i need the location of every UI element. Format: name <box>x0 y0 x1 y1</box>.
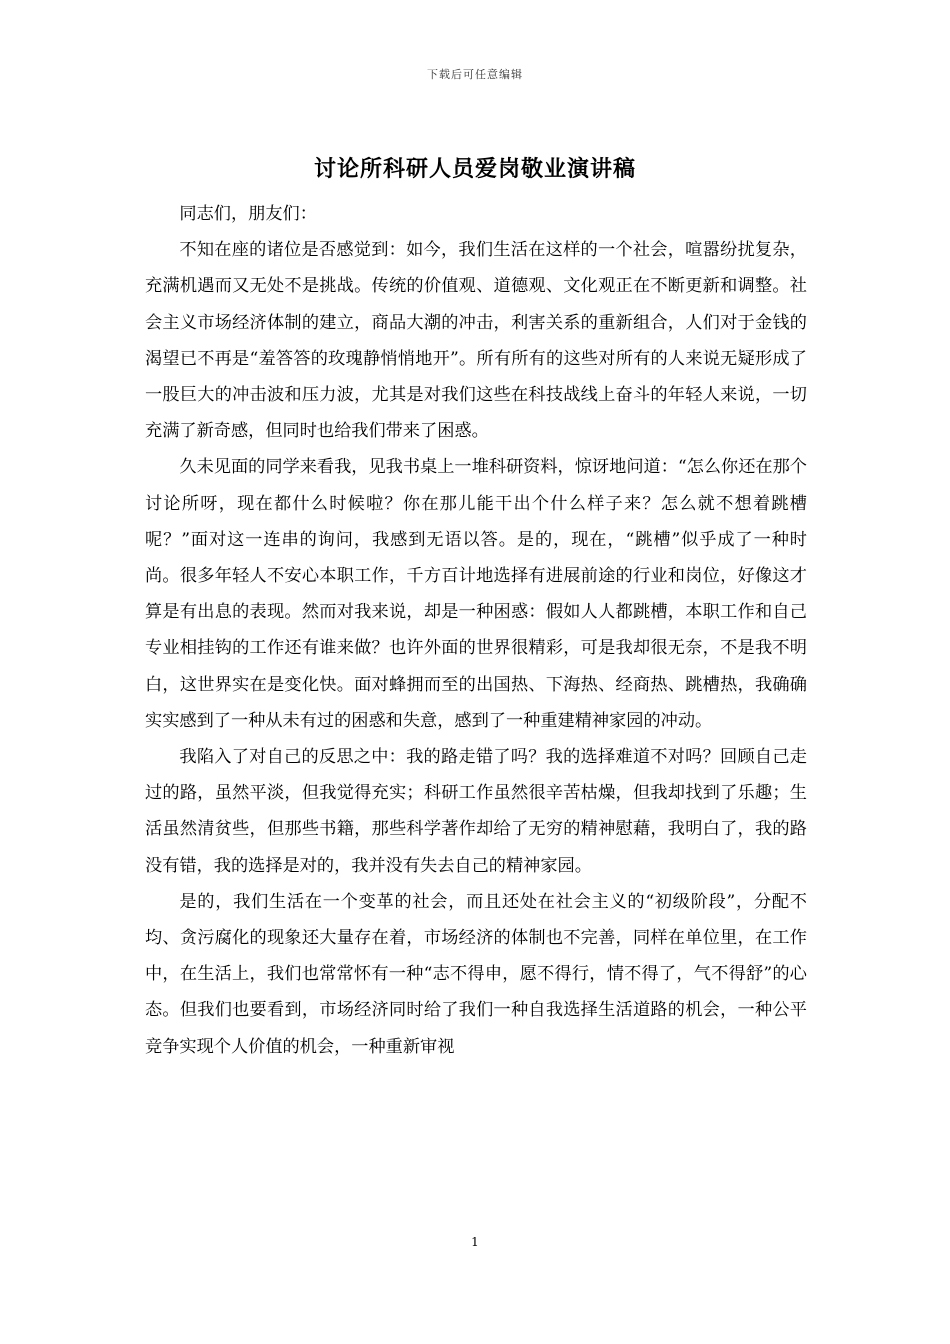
paragraph-3: 我陷入了对自己的反思之中：我的路走错了吗？我的选择难道不对吗？回顾自己走过的路，虽然平淡，但我觉得充实；科研工作虽然很辛苦枯燥，但我却找到了乐趣；生活虽然清贫些，但那些书籍，那些科学著作却给了无穷的精神慰藉，我明白了，我的路没有错，我的选择是对的，我并没有失去自己的精神家园。 <box>145 747 807 876</box>
document-body <box>145 196 807 1065</box>
page-number: 1 <box>471 1235 479 1249</box>
header-note: 下载后可任意编辑 <box>427 68 523 81</box>
paragraph-4: 是的，我们生活在一个变革的社会，而且还处在社会主义的“初级阶段”，分配不均、贪污腐化的现象还大量存在着，市场经济的体制也不完善，同样在单位里，在工作中，在生活上，我们也常常怀有一种“志不得申，愿不得行，情不得了，气不得舒”的心态。但我们也要看到，市场经济同时给了我们一种自我选择生活道路的机会，一种公平竞争实现个人价值的机会，一种重新审视 <box>145 891 807 1057</box>
paragraph-1: 不知在座的诸位是否感觉到：如今，我们生活在这样的一个社会，喧嚣纷扰复杂，充满机遇而又无处不是挑战。传统的价值观、道德观、文化观正在不断更新和调整。社会主义市场经济体制的建立，商品大潮的冲击，利害关系的重新组合，人们对于金钱的渴望已不再是“羞答答的玫瑰静悄悄地开”。所有所有的这些对所有的人来说无疑形成了一股巨大的冲击波和压力波，尤其是对我们这些在科技战线上奋斗的年轻人来说，一切充满了新奇感，但同时也给我们带来了困惑。 <box>145 240 807 442</box>
document-title: 讨论所科研人员爱岗敬业演讲稿 <box>313 156 636 182</box>
greeting: 同志们，朋友们： <box>179 204 317 224</box>
paragraph-2: 久未见面的同学来看我，见我书桌上一堆科研资料，惊讶地问道：“怎么你还在那个讨论所呀，现在都什么时候啦？你在那儿能干出个什么样子来？怎么就不想着跳槽呢？”面对这一连串的询问，我感到无语以答。是的，现在，“跳槽”似乎成了一种时尚。很多年轻人不安心本职工作，千方百计地选择有进展前途的行业和岗位，好像这才算是有出息的表现。然而对我来说，却是一种困惑：假如人人都跳槽，本职工作和自己专业相挂钩的工作还有谁来做？也许外面的世界很精彩，可是我却很无奈，不是我不明白，这世界实在是变化快。面对蜂拥而至的出国热、下海热、经商热、跳槽热，我确确实实感到了一种从未有过的困惑和失意，感到了一种重建精神家园的冲动。 <box>145 457 807 731</box>
